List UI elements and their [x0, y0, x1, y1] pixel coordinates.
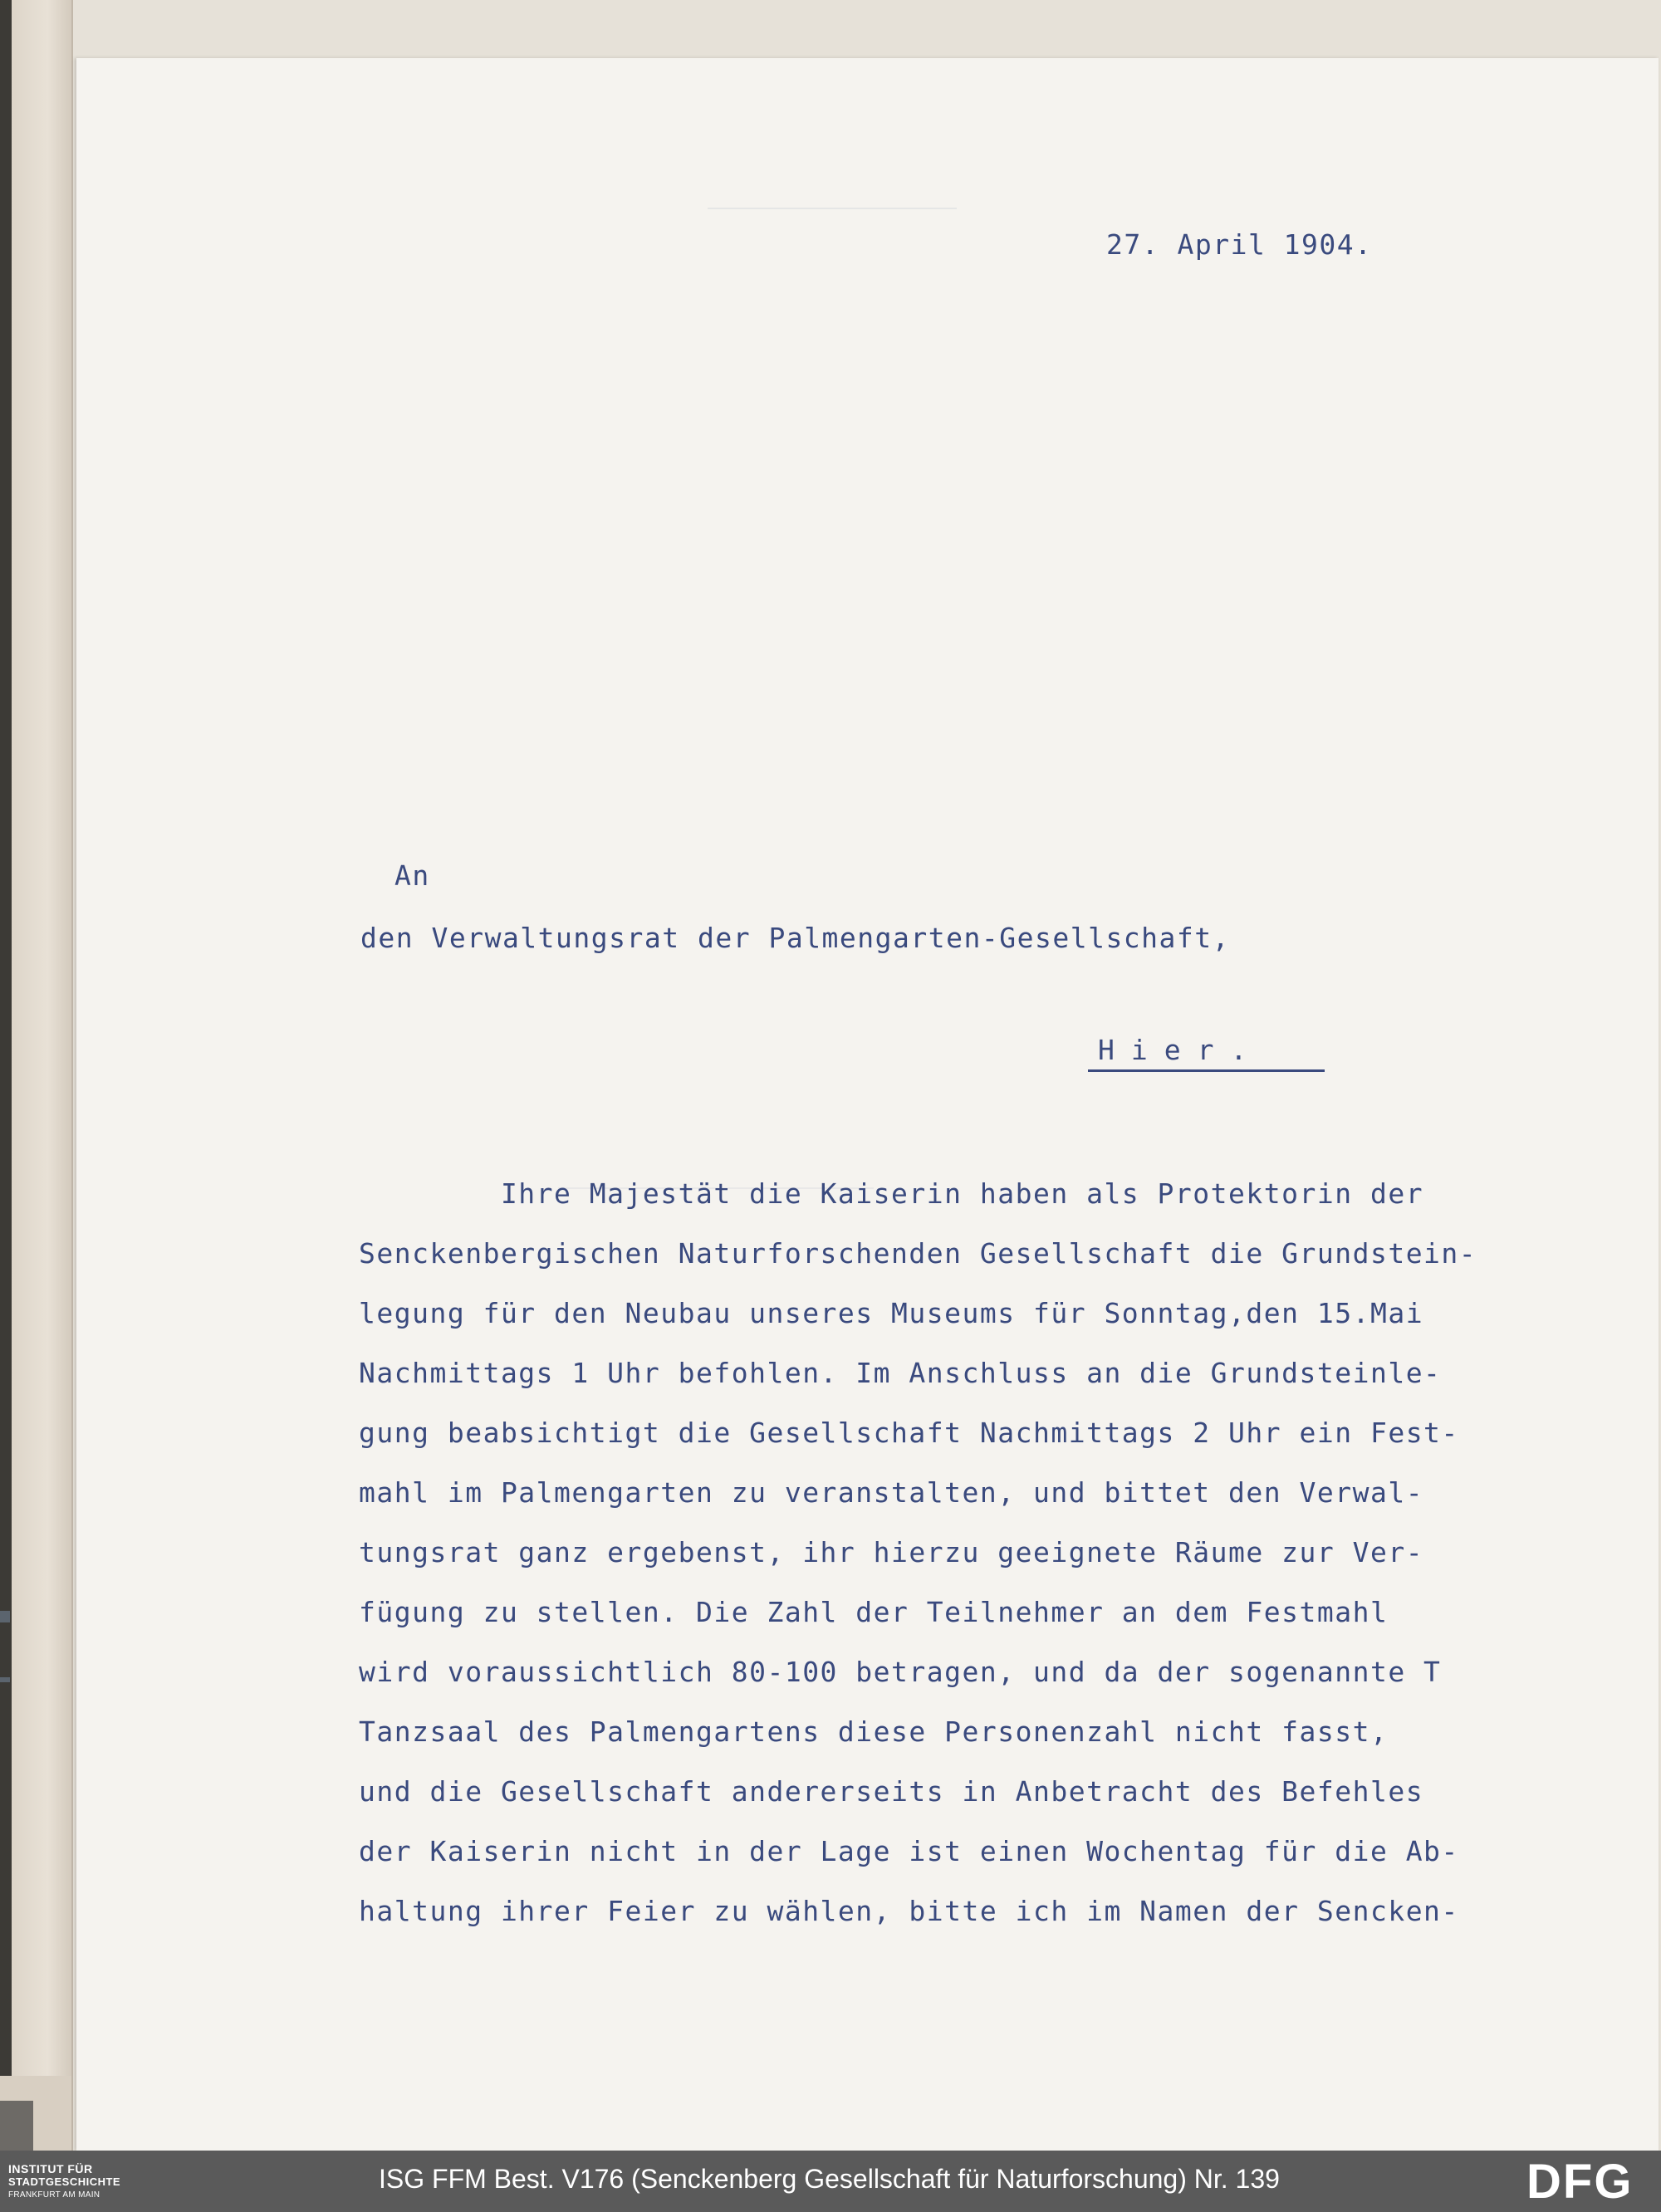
institution-line: INSTITUT FÜR — [8, 2162, 93, 2175]
institution-line: STADTGESCHICHTE — [8, 2175, 121, 2188]
institution-logo[interactable] — [8, 2162, 120, 2202]
binder-spine — [0, 0, 12, 2151]
body-line: gung beabsichtigt die Gesellschaft Nachmittags 2 Uhr ein Fest- — [359, 1417, 1459, 1449]
letter-body — [359, 1164, 1654, 1941]
body-line: tungsrat ganz ergebenst, ihr hierzu geeignete Räume zur Ver- — [359, 1536, 1424, 1568]
body-line: Senckenbergischen Naturforschenden Gesellschaft die Grundstein- — [359, 1237, 1477, 1270]
body-line: fügung zu stellen. Die Zahl der Teilnehmer an dem Festmahl — [359, 1596, 1389, 1628]
body-line: mahl im Palmengarten zu veranstalten, und bittet den Verwal- — [359, 1476, 1424, 1509]
archive-reference: ISG FFM Best. V176 (Senckenberg Gesellschaft für Naturforschung) Nr. 139 — [379, 2164, 1280, 2194]
body-line: Nachmittags 1 Uhr befohlen. Im Anschluss an die Grundsteinle- — [359, 1357, 1442, 1389]
salutation: An — [394, 859, 430, 892]
body-line: legung für den Neubau unseres Museums für Sonntag,den 15.Mai — [359, 1297, 1424, 1329]
bleed-mark — [0, 1677, 10, 1682]
binder-board — [12, 0, 73, 2151]
location-line: Hier. — [1098, 1034, 1264, 1066]
location-underline — [1088, 1069, 1325, 1072]
addressee: den Verwaltungsrat der Palmengarten-Gesellschaft, — [360, 922, 1231, 954]
body-line: wird voraussichtlich 80-100 betragen, und da der sogenannte T — [359, 1656, 1442, 1688]
viewer-footer-bar — [0, 2151, 1661, 2212]
letter-date: 27. April 1904. — [1106, 228, 1373, 261]
body-line: haltung ihrer Feier zu wählen, bitte ich im Namen der Sencken- — [359, 1895, 1459, 1927]
institution-line: FRANKFURT AM MAIN — [8, 2190, 100, 2200]
body-line: der Kaiserin nicht in der Lage ist einen Wochentag für die Ab- — [359, 1835, 1459, 1867]
document-page — [76, 58, 1659, 2151]
dfg-logo[interactable]: DFG — [1526, 2155, 1634, 2209]
binder-corner — [0, 2076, 71, 2151]
body-line: Tanzsaal des Palmengartens diese Personenzahl nicht fasst, — [359, 1715, 1389, 1748]
show-through-rule — [708, 208, 957, 209]
bleed-mark — [0, 1611, 10, 1622]
body-line: und die Gesellschaft andererseits in Anbetracht des Befehles — [359, 1775, 1424, 1808]
body-line: Ihre Majestät die Kaiserin haben als Protektorin der — [359, 1177, 1424, 1210]
